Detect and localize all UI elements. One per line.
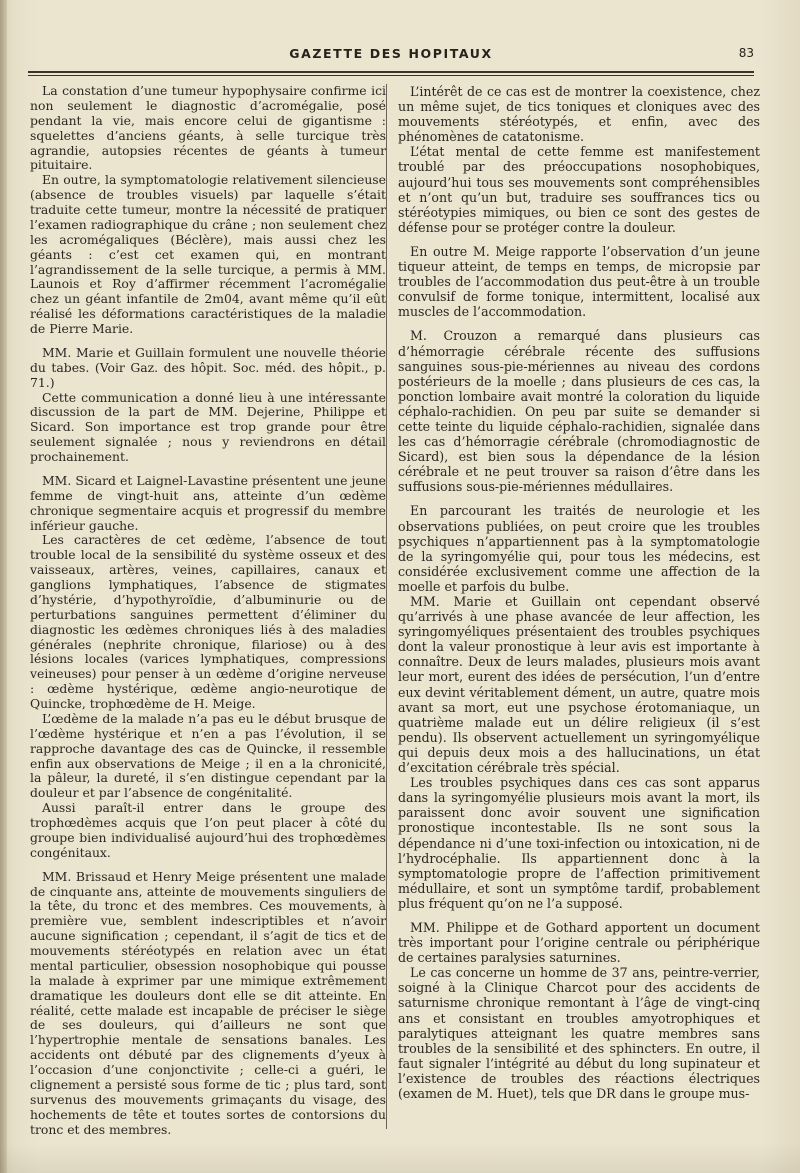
left-column xyxy=(30,84,386,1137)
paragraph: MM. Philippe et de Gothard apportent un document très important pour l’origine centrale ou périphérique de certaines paralysies saturnines. xyxy=(398,919,760,966)
paragraph: Cette communication a donné lieu à une intéressante discussion de la part de MM. Dejerine, Philippe et Sicard. Son importance est trop grande pour être seulement signalée ; nous y reviendrons en détail prochainement. xyxy=(30,389,386,464)
column-divider xyxy=(386,84,387,1129)
paragraph: Les troubles psychiques dans ces cas sont apparus dans la syringomyélie plusieurs mois avant la mort, ils paraissent donc avoir souvent une signification pronostique incontestable. Ils ne sont sous la dépendance ni d’une toxi-infection ou intoxication, ni de l’hydrocéphalie. Ils appartiennent donc à la symptomatologie propre de l’affection primitivement médullaire, et sont un symptôme tardif, probablement plus fréquent qu’on ne l’a supposé. xyxy=(398,775,760,911)
binding-spine xyxy=(0,0,7,1173)
paragraph: Aussi paraît-il entrer dans le groupe des trophœdèmes acquis que l’on peut placer à côté du groupe bien individualisé aujourd’hui des trophœdèmes congénitaux. xyxy=(30,800,386,860)
page-number: 83 xyxy=(738,46,754,60)
paragraph: L’œdème de la malade n’a pas eu le début brusque de l’œdème hystérique et n’en a pas l’évolution, il se rapproche davantage des cas de Quincke, il ressemble enfin aux observations de Meige ; il en a la chronicité, la pâleur, la dureté, il s’en distingue cependant par la douleur et par l’absence de congénitalité. xyxy=(30,710,386,801)
paragraph: MM. Brissaud et Henry Meige présentent une malade de cinquante ans, atteinte de mouvements singuliers de la tête, du tronc et des membres. Ces mouvements, à première vue, semblent indescriptibles et n’avoir aucune signification ; cependant, il s’agit de tics et de mouvements stéréotypés en relation avec un état mental particulier, obsession nosophobique qui pousse la malade à exprimer par une mimique extrêmement dramatique les douleurs dont elle se dit atteinte. En réalité, cette malade est incapable de préciser le siège de ses douleurs, qui d’ailleurs ne sont que l’hypertrophie mentale de sensations banales. Les accidents ont débuté par des clignements d’yeux à l’occasion d’une conjonctivite ; celle-ci a guéri, le clignement a persisté sous forme de tic ; plus tard, sont survenus des mouvements grimaçants du visage, des hochements de tête et toutes sortes de contorsions du tronc et des membres. xyxy=(30,868,386,1137)
paragraph: L’intérêt de ce cas est de montrer la coexistence, chez un même sujet, de tics toniques et cloniques avec des mouvements stéréotypés, et enfin, avec des phénomènes de catatonisme. xyxy=(398,84,760,145)
paragraph: MM. Sicard et Laignel-Lavastine présentent une jeune femme de vingt-huit ans, atteinte d’un œdème chronique segmentaire acquis et progressif du membre inférieur gauche. xyxy=(30,472,386,533)
running-title: GAZETTE DES HOPITAUX xyxy=(289,46,493,61)
paragraph: L’état mental de cette femme est manifestement troublé par des préoccupations nosophobiques, aujourd’hui tous ses mouvements sont compréhensibles et n’ont qu’un but, traduire ses souffrances tics ou stéréotypies mimiques, ou bien ce sont des gestes de défense pour se protéger contre la douleur. xyxy=(398,144,760,235)
paragraph: M. Crouzon a remarqué dans plusieurs cas d’hémorragie cérébrale récente des suffusions sanguines sous-pie-mériennes au niveau des cordons postérieurs de la moelle ; dans plusieurs de ces cas, la ponction lombaire avait montré la coloration du liquide céphalo-rachidien. On peu par suite se demander si cette teinte du liquide céphalo-rachidien, signalée dans les cas d’hémorragie cérébrale (chromodiagnostic de Sicard), est bien sous la dépendance de la lésion cérébrale et ne peut trouver sa raison d’être dans les suffusions sous-pie-mériennes médullaires. xyxy=(398,328,760,495)
paragraph: En outre, la symptomatologie relativement silencieuse (absence de troubles visuels) par laquelle s’était traduite cette tumeur, montre la nécessité de pratiquer l’examen radiographique du crâne ; non seulement chez les acromégaliques (Béclère), mais aussi chez les géants : c’est cet examen qui, en montrant l’agrandissement de la selle turcique, a permis à MM. Launois et Roy d’affirmer récemment l’acromégalie chez un géant infantile de 2m04, avant même qu’il eût réalisé les déformations caractéristiques de la maladie de Pierre Marie. xyxy=(30,172,386,336)
page-bottom-shade xyxy=(0,1143,800,1173)
paragraph: MM. Marie et Guillain formulent une nouvelle théorie du tabes. (Voir Gaz. des hôpit. Soc. méd. des hôpit., p. 71.) xyxy=(30,344,386,390)
page-header xyxy=(28,44,754,66)
paragraph: Les caractères de cet œdème, l’absence de tout trouble local de la sensibilité du système osseux et des vaisseaux, artères, veines, capillaires, canaux et ganglions lymphatiques, l’absence de stigmates d’hystérie, d’hypothyroïdie, d’albuminurie ou de perturbations sanguines permettent d’éliminer du diagnostic les œdèmes chroniques liés à des maladies générales (nephrite chronique, filariose) ou à des lésions locales (varices lymphatiques, compressions veineuses) pour penser à un œdème d’origine nerveuse : œdème hystérique, œdème angio-neurotique de Quincke, trophœdème de H. Meige. xyxy=(30,532,386,711)
right-column xyxy=(398,84,760,1101)
paragraph: En outre M. Meige rapporte l’observation d’un jeune tiqueur atteint, de temps en temps, de micropsie par troubles de l’accommodation dus peut-être à un trouble convulsif de forme tonique, intermittent, localisé aux muscles de l’accommodation. xyxy=(398,243,760,320)
header-rule-thin xyxy=(28,75,754,76)
paragraph: MM. Marie et Guillain ont cependant observé qu’arrivés à une phase avancée de leur affection, les syringomyéliques présentaient des troubles psychiques dont la valeur pronostique à leur avis est importante à connaître. Deux de leurs malades, plusieurs mois avant leur mort, eurent des idées de persécution, l’un d’entre eux devint véritablement dément, un autre, quatre mois avant sa mort, eut une psychose érotomaniaque, un quatrième malade eut un délire religieux (il s’est pendu). Ils observent actuellement un syringomyélique qui depuis deux mois a des hallucinations, un état d’excitation cérébrale très spécial. xyxy=(398,594,760,776)
paragraph: La constation d’une tumeur hypophysaire confirme ici non seulement le diagnostic d’acromégalie, posé pendant la vie, mais encore celui de gigantisme : squelettes d’anciens géants, à selle turcique très agrandie, autopsies récentes de géants à tumeur pituitaire. xyxy=(30,83,386,173)
paragraph: En parcourant les traités de neurologie et les observations publiées, on peut croire que les troubles psychiques n’appartiennent pas à la symptomatologie de la syringomyélie qui, pour tous les médecins, est considérée exclusivement comme une affection de la moelle et parfois du bulbe. xyxy=(398,503,760,594)
paragraph: Le cas concerne un homme de 37 ans, peintre-verrier, soigné à la Clinique Charcot pour des accidents de saturnisme chronique remontant à l’âge de vingt-cinq ans et consistant en troubles amyotrophiques et paralytiques atteignant les quatre membres sans troubles de la sensibilité et des sphincters. En outre, il faut signaler l’intégrité au début du long supinateur et l’existence de troubles des réactions électriques (examen de M. Huet), tels que DR dans le groupe mus- xyxy=(398,965,760,1101)
header-rule-thick xyxy=(28,71,754,73)
